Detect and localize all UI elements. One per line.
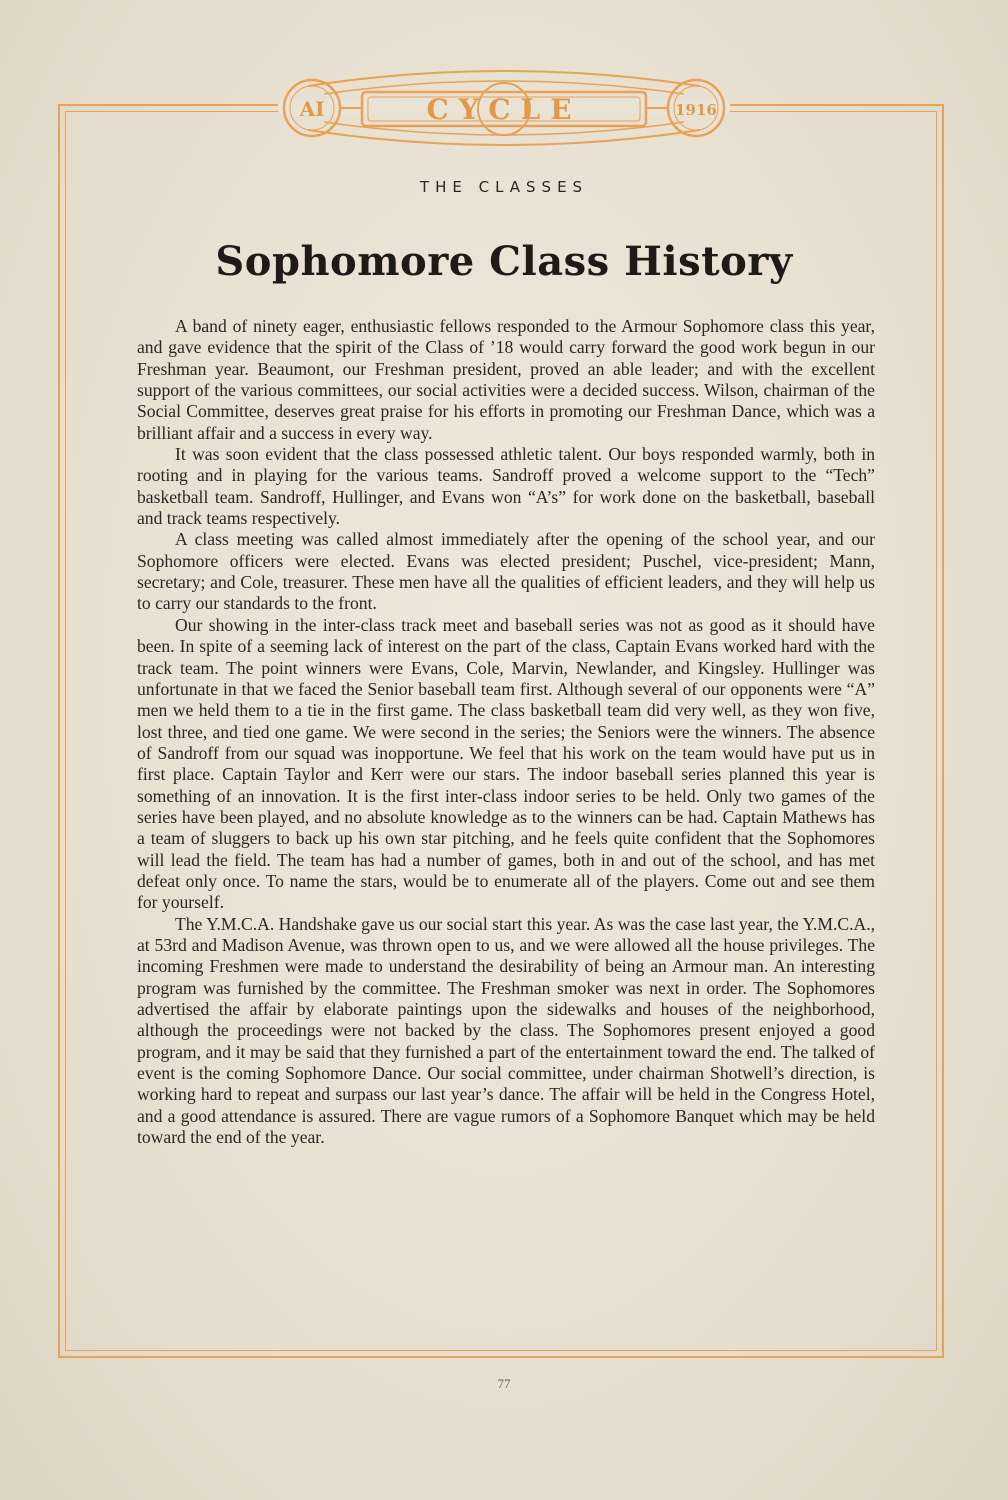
paragraph: A band of ninety eager, enthusiastic fellows responded to the Armour Sophomore class this year, and gave evidence that the spirit of the Class of ’18 would carry forward the good work begun in our Freshman year. Beaumont, our Freshman president, proved an able leader; and with the excellent support of the various committees, our social activities were a decided success. Wilson, chairman of the Social Committee, deserves great praise for his efforts in promoting our Freshman Dance, which was a brilliant affair and a success in every way. xyxy=(137,316,875,443)
cycle-header-emblem xyxy=(268,56,740,160)
section-label: THE CLASSES xyxy=(419,178,589,196)
paragraph: Our showing in the inter-class track meet and baseball series was not as good as it should have been. In spite of a seeming lack of interest on the part of the class, Captain Evans worked hard with the track team. The point winners were Evans, Cole, Marvin, Newlander, and Kingsley. Hullinger was unfortunate in that we faced the Senior baseball team first. Although several of our opponents were “A” men we held them to a tie in the first game. The class basketball team did very well, as they won five, lost three, and tied one game. We were second in the series; the Seniors were the winners. The absence of Sandroff from our squad was inopportune. We feel that his work on the team would have put us in first place. Captain Taylor and Kerr were our stars. The indoor baseball series planned this year is something of an innovation. It is the first inter-class indoor series to be held. Only two games of the series have been played, and no absolute knowledge as to the winners can be had. Captain Mathews has a team of sluggers to back up his own star pitching, and he feels quite confident that the Sophomores will lead the field. The team has had a number of games, both in and out of the school, and has met defeat only once. To name the stars, would be to enumerate all of the players. Come out and see them for yourself. xyxy=(137,614,875,913)
article-body xyxy=(137,316,875,1148)
emblem-title-text: CYCLE xyxy=(426,93,582,126)
page-title: Sophomore Class History xyxy=(215,238,793,285)
page-number: 77 xyxy=(497,1376,511,1391)
paragraph: A class meeting was called almost immediately after the opening of the school year, and our Sophomore officers were elected. Evans was elected president; Puschel, vice-president; Mann, secretary; and Cole, treasurer. These men have all the qualities of efficient leaders, and they will help us to carry our standards to the front. xyxy=(137,529,875,614)
paragraph: It was soon evident that the class possessed athletic talent. Our boys responded warmly, both in rooting and in playing for the various teams. Sandroff proved a welcome support to the “Tech” basketball team. Sandroff, Hullinger, and Evans won “A’s” for work done on the basketball, baseball and track teams respectively. xyxy=(137,444,875,529)
paragraph: The Y.M.C.A. Handshake gave us our social start this year. As was the case last year, the Y.M.C.A., at 53rd and Madison Avenue, was thrown open to us, and we were allowed all the house privileges. The incoming Freshmen were made to understand the desirability of being an Armour man. An interesting program was furnished by the committee. The Freshman smoker was next in order. The Sophomores advertised the affair by elaborate paintings upon the sidewalks and houses of the neighborhood, although the proceedings were not backed by the class. The Sophomores present enjoyed a good program, and it may be said that they furnished a part of the entertainment toward the end. The talked of event is the coming Sophomore Dance. Our social committee, under chairman Shotwell’s direction, is working hard to repeat and surpass our last year’s dance. The affair will be held in the Congress Hotel, and a good attendance is assured. There are vague rumors of a Sophomore Banquet which may be held toward the end of the year. xyxy=(137,913,875,1148)
emblem-left-text: AI xyxy=(299,97,325,121)
emblem-right-text: 1916 xyxy=(675,101,717,119)
